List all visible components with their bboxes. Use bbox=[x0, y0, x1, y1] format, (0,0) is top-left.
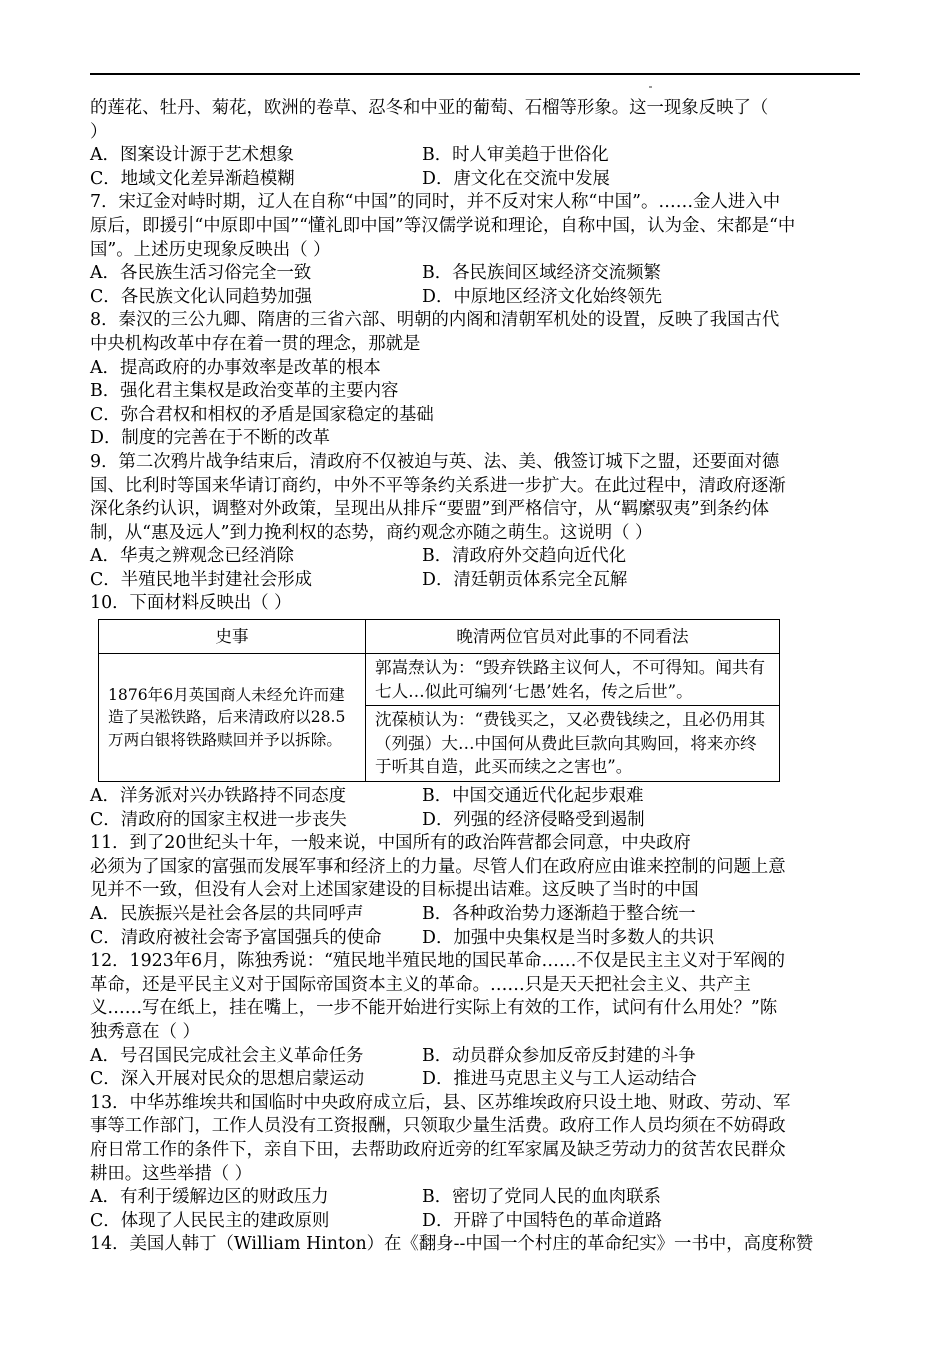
question-7-options-row-1 bbox=[90, 262, 862, 286]
option-c: C．各民族文化认同趋势加强 bbox=[90, 286, 312, 307]
header-rule bbox=[90, 73, 860, 75]
option-b: B．密切了党同人民的血肉联系 bbox=[422, 1187, 661, 1208]
question-12-stem-line: 革命，还是平民主义对于国际帝国资本主义的革命。……只是天天把社会主义、共产主 bbox=[90, 974, 751, 995]
option-d: D．制度的完善在于不断的改革 bbox=[90, 428, 331, 449]
option-d: D．加强中央集权是当时多数人的共识 bbox=[422, 927, 715, 948]
option-d: D．列强的经济侵略受到遏制 bbox=[422, 809, 645, 830]
question-9-options-row-2 bbox=[90, 569, 862, 593]
question-7-stem-line: 原后，即援引“中原即中国”“懂礼即中国”等汉儒学说和理论，自称中国，认为金、宋都是“中 bbox=[90, 215, 796, 236]
question-14-stem-line: 14．美国人韩丁（William Hinton）在《翻身--中国一个村庄的革命纪实》一书中，高度称赞 bbox=[90, 1234, 814, 1255]
question-11-stem-line: 11．到了20世纪头十年，一般来说，中国所有的政治阵营都会同意，中央政府 bbox=[90, 833, 691, 854]
question-6-stem-line-1: 的莲花、牡丹、菊花，欧洲的卷草、忍冬和中亚的葡萄、石榴等形象。这一现象反映了（ bbox=[90, 98, 769, 118]
option-b: B．清政府外交趋向近代化 bbox=[422, 546, 627, 567]
question-11-options-row-1 bbox=[90, 903, 862, 927]
question-7-options-row-2 bbox=[90, 286, 862, 310]
exam-page bbox=[90, 97, 862, 1257]
option-a: A．提高政府的办事效率是改革的根本 bbox=[90, 357, 381, 378]
question-6-options-row-1 bbox=[90, 144, 862, 168]
option-a: A．洋务派对兴办铁路持不同态度 bbox=[90, 786, 347, 807]
question-8-stem-line: 中央机构改革中存在着一贯的理念，那就是 bbox=[90, 333, 421, 354]
question-11-stem-line: 必须为了国家的富强而发展军事和经济上的力量。尽管人们在政府应由谁来控制的问题上意 bbox=[90, 856, 786, 877]
table-cell-event: 1876年6月英国商人未经允许而建造了吴淞铁路，后来清政府以28.5万两白银将铁路赎回并予以拆除。 bbox=[99, 654, 366, 782]
option-a: A．各民族生活习俗完全一致 bbox=[90, 263, 312, 284]
table-cell-view-guo: 郭嵩焘认为：“毁弃铁路主议何人，不可得知。闻共有七人…似此可编列‘七愚’姓名，传之后世”。 bbox=[366, 654, 780, 706]
table-header-views: 晚清两位官员对此事的不同看法 bbox=[366, 620, 780, 654]
question-13-stem-line: 13．中华苏维埃共和国临时中央政府成立后，县、区苏维埃政府只设土地、财政、劳动、军 bbox=[90, 1092, 791, 1113]
option-d: D．开辟了中国特色的革命道路 bbox=[422, 1210, 663, 1231]
question-13-options-row-2 bbox=[90, 1210, 862, 1234]
question-12-stem-line: 12．1923年6月，陈独秀说：“殖民地半殖民地的国民革命……不仅是民主主义对于军阀的 bbox=[90, 951, 786, 972]
option-d: D．推进马克思主义与工人运动结合 bbox=[422, 1069, 697, 1090]
option-b: B．动员群众参加反帝反封建的斗争 bbox=[422, 1045, 696, 1066]
question-9-stem-line: 制，从“惠及远人”到力挽利权的态势，商约观念亦随之萌生。这说明（ ） bbox=[90, 522, 653, 543]
question-13-options-row-1 bbox=[90, 1186, 862, 1210]
question-12-stem-line: 独秀意在（ ） bbox=[90, 1021, 200, 1042]
question-8-stem-line: 8．秦汉的三公九卿、隋唐的三省六部、明朝的内阁和清朝军机处的设置，反映了我国古代 bbox=[90, 310, 780, 331]
question-9-stem-line: 9．第二次鸦片战争结束后，清政府不仅被迫与英、法、美、俄签订城下之盟，还要面对德 bbox=[90, 451, 780, 472]
question-7-stem-line: 7．宋辽金对峙时期，辽人在自称“中国”的同时，并不反对宋人称“中国”。……金人进入中 bbox=[90, 192, 781, 213]
option-b: B．时人审美趋于世俗化 bbox=[422, 145, 609, 166]
option-b: B．中国交通近代化起步艰难 bbox=[422, 786, 644, 807]
question-13-stem-line: 耕田。这些举措（ ） bbox=[90, 1163, 253, 1184]
question-11-stem-line: 见并不一致，但没有人会对上述国家建设的目标提出诘难。这反映了当时的中国 bbox=[90, 880, 699, 901]
option-d: D．清廷朝贡体系完全瓦解 bbox=[422, 569, 628, 590]
option-c: C．清政府的国家主权进一步丧失 bbox=[90, 809, 347, 830]
table-header-event: 史事 bbox=[99, 620, 366, 654]
page-mark bbox=[649, 86, 652, 88]
option-c: C．地域文化差异渐趋模糊 bbox=[90, 168, 295, 189]
question-9-stem-line: 国、比利时等国来华请订商约，中外不平等条约关系进一步扩大。在此过程中，清政府逐渐 bbox=[90, 475, 786, 496]
option-a: A．图案设计源于艺术想象 bbox=[90, 145, 294, 166]
question-6-stem-line-2: ） bbox=[90, 121, 108, 142]
option-b: B．强化君主集权是政治变革的主要内容 bbox=[90, 381, 399, 402]
option-c: C．弥合君权和相权的矛盾是国家稳定的基础 bbox=[90, 404, 434, 425]
question-13-stem-line: 事等工作部门，工作人员没有工资报酬，只领取少量生活费。政府工作人员均须在不妨碍政 bbox=[90, 1116, 786, 1137]
question-12-options-row-1 bbox=[90, 1045, 862, 1069]
question-9-options-row-1 bbox=[90, 545, 862, 569]
question-12-stem-line: 义……写在纸上，挂在嘴上，一步不能开始进行实际上有效的工作，试问有什么用处？”陈 bbox=[90, 998, 778, 1019]
question-12-options-row-2 bbox=[90, 1068, 862, 1092]
question-10-options-row-1 bbox=[90, 785, 862, 809]
option-b: B．各种政治势力逐渐趋于整合统一 bbox=[422, 904, 696, 924]
option-a: A．华夷之辨观念已经消除 bbox=[90, 546, 294, 567]
history-table bbox=[98, 619, 780, 782]
option-d: D．中原地区经济文化始终领先 bbox=[422, 286, 663, 307]
option-d: D．唐文化在交流中发展 bbox=[422, 168, 610, 189]
option-c: C．体现了人民民主的建政原则 bbox=[90, 1210, 330, 1231]
option-a: A．号召国民完成社会主义革命任务 bbox=[90, 1045, 364, 1066]
question-6-options-row-2 bbox=[90, 168, 862, 192]
question-11-options-row-2 bbox=[90, 927, 862, 951]
option-c: C．深入开展对民众的思想启蒙运动 bbox=[90, 1069, 365, 1090]
question-10-options-row-2 bbox=[90, 809, 862, 833]
question-7-stem-line: 国”。上述历史现象反映出（ ） bbox=[90, 239, 331, 260]
option-b: B．各民族间区域经济交流频繁 bbox=[422, 263, 661, 284]
option-a: A．有利于缓解边区的财政压力 bbox=[90, 1187, 329, 1208]
question-10-stem-line: 10．下面材料反映出（ ） bbox=[90, 593, 292, 614]
option-c: C．半殖民地半封建社会形成 bbox=[90, 569, 312, 590]
option-a: A．民族振兴是社会各层的共同呼声 bbox=[90, 904, 364, 924]
table-cell-view-shen: 沈葆桢认为：“费钱买之，又必费钱续之，且必仍用其（列强）大…中国何从费此巨款向其购回，将来亦终于听其自造，此买而续之之害也”。 bbox=[366, 706, 780, 782]
question-9-stem-line: 深化条约认识，调整对外政策，呈现出从排斥“要盟”到严格信守，从“羁縻驭夷”到条约体 bbox=[90, 499, 770, 520]
question-13-stem-line: 府日常工作的条件下，亲自下田，去帮助政府近旁的红军家属及缺乏劳动力的贫苦农民群众 bbox=[90, 1139, 786, 1160]
option-c: C．清政府被社会寄予富国强兵的使命 bbox=[90, 927, 382, 948]
